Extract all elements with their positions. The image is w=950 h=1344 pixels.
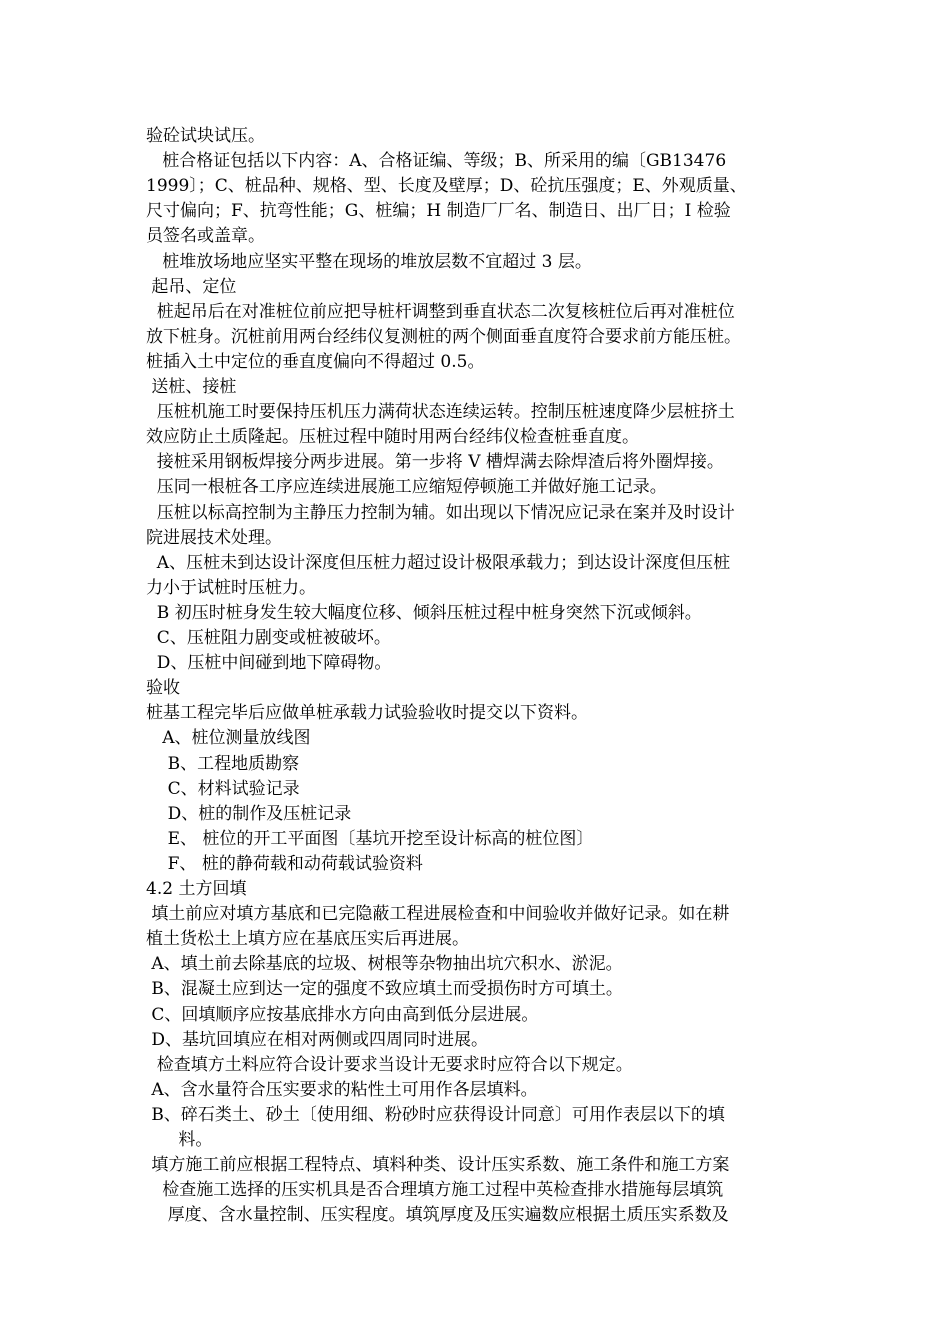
- text-line: 效应防止土质隆起。压桩过程中随时用两台经纬仪检查桩垂直度。: [146, 427, 639, 447]
- text-line: B 初压时桩身发生较大幅度位移、倾斜压桩过程中桩身突然下沉或倾斜。: [146, 603, 702, 623]
- text-line: 院进展技术处理。: [146, 528, 282, 548]
- text-line: 1999〕；C、桩品种、规格、型、长度及壁厚；D、砼抗压强度；E、外观质量、: [146, 176, 747, 196]
- text-line: 验收: [146, 678, 180, 698]
- text-line: 接桩采用钢板焊接分两步进展。第一步将 V 槽焊满去除焊渣后将外圈焊接。: [146, 452, 724, 472]
- text-line: 压同一根桩各工序应连续进展施工应缩短停顿施工并做好施工记录。: [146, 477, 667, 497]
- text-line: 检查填方土料应符合设计要求当设计无要求时应符合以下规定。: [146, 1055, 633, 1075]
- text-line: B、碎石类土、砂土〔使用细、粉砂时应获得设计同意〕可用作表层以下的填: [146, 1105, 725, 1125]
- text-line: A、桩位测量放线图: [146, 728, 311, 748]
- text-line: 填方施工前应根据工程特点、填料种类、设计压实系数、施工条件和施工方案: [146, 1155, 730, 1175]
- text-line: 料。: [146, 1130, 213, 1150]
- text-line: F、 桩的静荷载和动荷载试验资料: [146, 854, 423, 874]
- text-line: 4.2 土方回填: [146, 879, 247, 899]
- text-line: 力小于试桩时压桩力。: [146, 578, 316, 598]
- text-line: D、压桩中间碰到地下障碍物。: [146, 653, 392, 673]
- text-line: C、材料试验记录: [146, 779, 300, 799]
- text-line: 桩堆放场地应坚实平整在现场的堆放层数不宜超过 3 层。: [146, 252, 592, 272]
- text-line: 放下桩身。沉桩前用两台经纬仪复测桩的两个侧面垂直度符合要求前方能压桩。: [146, 327, 741, 347]
- text-line: 桩合格证包括以下内容：A、合格证编、等级；B、所采用的编〔GB13476: [146, 151, 727, 171]
- text-line: D、桩的制作及压桩记录: [146, 804, 352, 824]
- text-line: 检查施工选择的压实机具是否合理填方施工过程中英检查排水措施每层填筑: [146, 1180, 724, 1200]
- text-line: B、工程地质勘察: [146, 754, 300, 774]
- text-line: A、压桩未到达设计深度但压桩力超过设计极限承载力；到达设计深度但压桩: [146, 553, 731, 573]
- text-line: 员签名或盖章。: [146, 226, 265, 246]
- text-line: 压桩机施工时要保持压机压力满荷状态连续运转。控制压桩速度降少层桩挤土: [146, 402, 735, 422]
- text-line: 厚度、含水量控制、压实程度。填筑厚度及压实遍数应根据土质压实系数及: [146, 1205, 729, 1225]
- text-line: 桩基工程完毕后应做单桩承载力试验验收时提交以下资料。: [146, 703, 588, 723]
- text-line: 桩起吊后在对准桩位前应把导桩杆调整到垂直状态二次复核桩位后再对准桩位: [146, 302, 735, 322]
- text-line: C、压桩阻力剧变或桩被破坏。: [146, 628, 391, 648]
- text-line: B、混凝土应到达一定的强度不致应填土而受损伤时方可填土。: [146, 979, 623, 999]
- text-line: A、填土前去除基底的垃圾、树根等杂物抽出坑穴积水、淤泥。: [146, 954, 623, 974]
- text-line: E、 桩位的开工平面图〔基坑开挖至设计标高的桩位图〕: [146, 829, 594, 849]
- text-line: 压桩以标高控制为主静压力控制为辅。如出现以下情况应记录在案并及时设计: [146, 503, 735, 523]
- text-line: 桩插入土中定位的垂直度偏向不得超过 0.5。: [146, 352, 485, 372]
- text-line: 尺寸偏向；F、抗弯性能；G、桩编；H 制造厂厂名、制造日、出厂日；I 检验: [146, 201, 731, 221]
- text-line: 验砼试块试压。: [146, 126, 265, 146]
- text-line: 植土货松土上填方应在基底压实后再进展。: [146, 929, 469, 949]
- text-line: D、基坑回填应在相对两侧或四周同时进展。: [146, 1030, 489, 1050]
- text-line: 送桩、接桩: [146, 377, 237, 397]
- text-line: 起吊、定位: [146, 277, 237, 297]
- text-line: 填土前应对填方基底和已完隐蔽工程进展检查和中间验收并做好记录。如在耕: [146, 904, 730, 924]
- text-line: A、含水量符合压实要求的粘性土可用作各层填料。: [146, 1080, 538, 1100]
- text-line: C、回填顺序应按基底排水方向由高到低分层进展。: [146, 1005, 539, 1025]
